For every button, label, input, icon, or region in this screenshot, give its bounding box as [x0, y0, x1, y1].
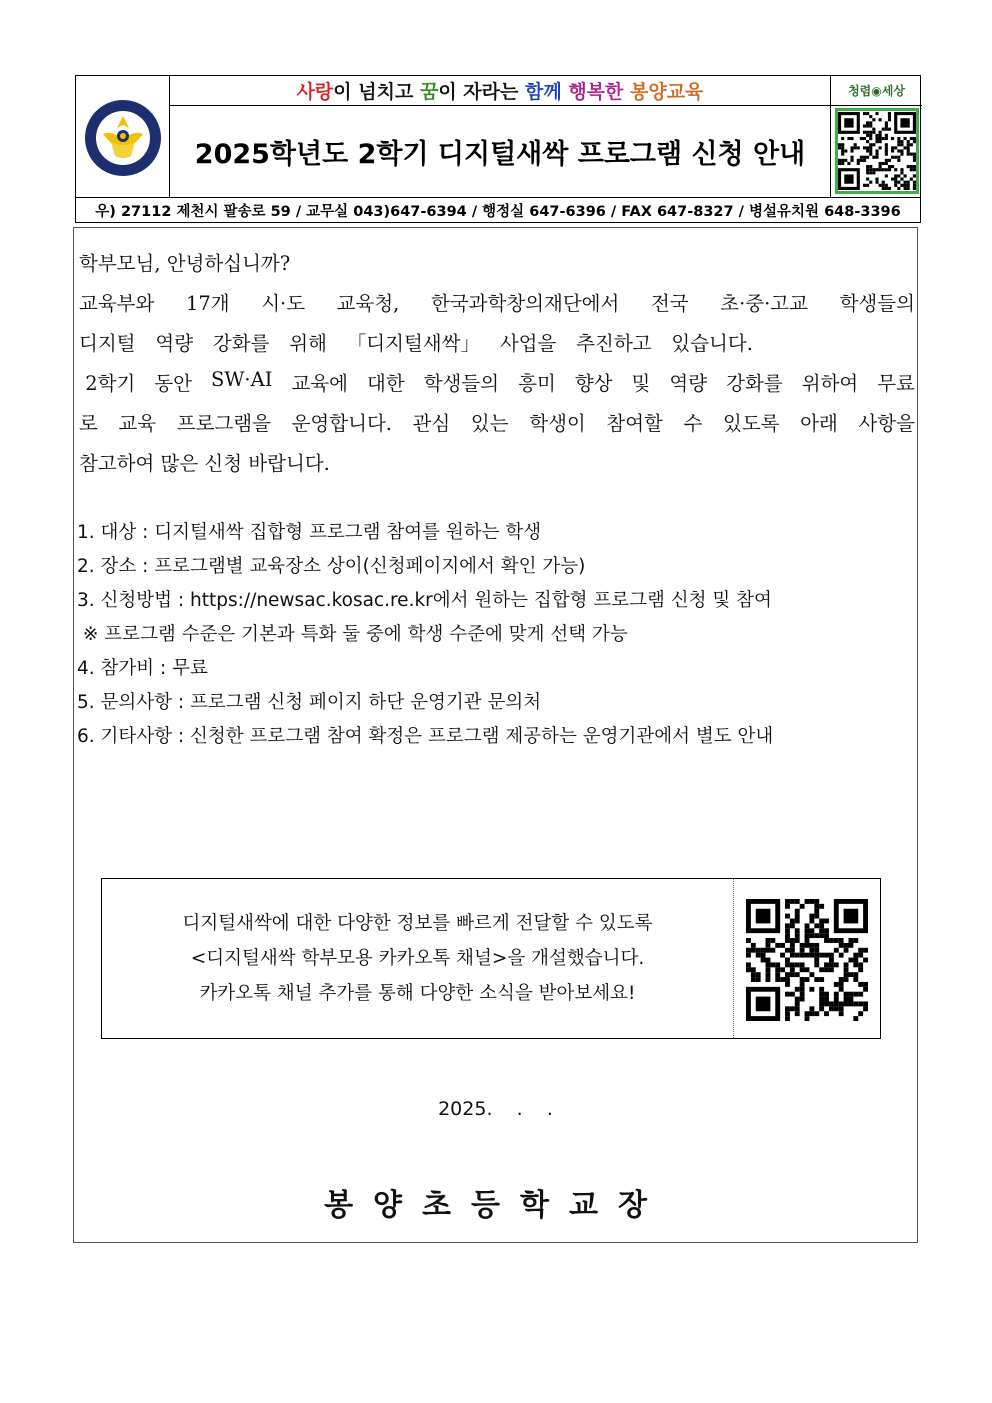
- word: 로: [79, 412, 98, 435]
- word: 있는: [470, 412, 509, 435]
- word: SW·AI: [211, 368, 273, 391]
- intro-line-3: [79, 368, 915, 396]
- slogan-part: 이 넘치고: [333, 81, 420, 103]
- principal-signature: 봉양초등학교장: [324, 1188, 667, 1223]
- word: 사항을: [858, 412, 915, 435]
- word: 교육부와: [79, 292, 155, 315]
- word: 강화를: [212, 332, 270, 355]
- notice-line: 카카오톡 채널 추가를 통해 다양한 소식을 받아보세요!: [199, 983, 636, 1004]
- word: 교육청,: [336, 292, 400, 315]
- word: 디지털: [79, 332, 136, 355]
- letterhead: [75, 75, 921, 223]
- notice-line: <디지털새싹 학부모용 카카오톡 채널>을 개설했습니다.: [190, 948, 645, 969]
- slogan-part: [562, 80, 569, 102]
- word: 수: [683, 412, 703, 435]
- word: 있도록: [722, 412, 780, 435]
- slogan-part: 사랑: [296, 81, 334, 103]
- word: 위해: [289, 332, 327, 355]
- word: 향상: [574, 372, 613, 395]
- word: 교육에: [291, 372, 348, 395]
- word: 아래: [800, 412, 838, 435]
- intro-line-5: 참고하여 많은 신청 바랍니다.: [79, 452, 330, 475]
- word: 위하여: [801, 372, 859, 395]
- word: 전국: [650, 292, 689, 315]
- list-item: 6. 기타사항 : 신청한 프로그램 참여 확정은 프로그램 제공하는 운영기관에서 별도 안내: [77, 726, 774, 747]
- word: 운영합니다.: [291, 412, 392, 435]
- slogan-part: 꿈: [419, 81, 439, 103]
- notice-line: 디지털새싹에 대한 다양한 정보를 빠르게 전달할 수 있도록: [182, 913, 653, 934]
- contact-info: 우) 27112 제천시 팔송로 59 / 교무실 043)647-6394 / 행정실 647-6396 / FAX 647-8327 / 병설유치원 648-3396: [76, 197, 920, 223]
- qr-code-icon[interactable]: [838, 111, 916, 191]
- list-note: ※ 프로그램 수준은 기본과 특화 둘 중에 학생 수준에 맞게 선택 가능: [77, 624, 628, 645]
- slogan-part: 봉양교육: [630, 81, 704, 103]
- word: 역량: [155, 332, 194, 355]
- qr-code-icon[interactable]: [746, 899, 868, 1021]
- slogan-part: 행복한: [568, 81, 624, 103]
- word: 시·도: [261, 292, 306, 315]
- school-logo-cell: [76, 76, 170, 197]
- word: 「디지털새싹」: [346, 332, 480, 355]
- word: 역량: [669, 372, 708, 395]
- word: 교육: [118, 412, 157, 435]
- header-qr-cell: [830, 106, 922, 197]
- kakao-qr-code[interactable]: [746, 899, 868, 1025]
- integrity-brand: 청렴◉세상: [830, 76, 922, 106]
- intro-line-1: [79, 288, 915, 316]
- word: 대한: [367, 372, 405, 395]
- word: 프로그램을: [176, 412, 271, 435]
- intro-line-2: [79, 328, 753, 356]
- document-title: 2025학년도 2학기 디지털새싹 프로그램 신청 안내: [194, 139, 806, 170]
- word: 학생들의: [423, 372, 500, 395]
- word: 학생이: [529, 412, 586, 435]
- word: 사업을: [499, 332, 557, 355]
- word: 초·중·고교: [720, 292, 808, 315]
- slogan-part: [623, 80, 630, 102]
- word: 추진하고: [576, 332, 652, 355]
- header-qr-frame: [835, 108, 919, 194]
- word: 참여할: [606, 412, 663, 435]
- slogan-part: 함께: [524, 81, 562, 103]
- word: 학생들의: [839, 292, 915, 315]
- list-item: 5. 문의사항 : 프로그램 신청 페이지 하단 운영기관 문의처: [77, 692, 542, 713]
- word: 동안: [154, 372, 192, 395]
- issue-date: 2025. . .: [438, 1098, 553, 1120]
- slogan: [170, 76, 830, 106]
- list-item: 3. 신청방법 : https://newsac.kosac.re.kr에서 원하는 집합형 프로그램 신청 및 참여: [77, 590, 772, 611]
- word: 흥미: [518, 372, 556, 395]
- greeting: 학부모님, 안녕하십니까?: [79, 252, 291, 275]
- word: 강화를: [726, 372, 783, 395]
- slogan-part: 이 자라는: [438, 81, 525, 103]
- word: 및: [631, 372, 651, 395]
- word: 무료: [877, 372, 915, 395]
- list-item: 2. 장소 : 프로그램별 교육장소 상이(신청페이지에서 확인 가능): [77, 556, 586, 577]
- word: 관심: [412, 412, 451, 435]
- list-item: 1. 대상 : 디지털새싹 집합형 프로그램 참여를 원하는 학생: [77, 522, 542, 543]
- word: 한국과학창의재단에서: [430, 292, 620, 315]
- word: 17개: [185, 292, 230, 315]
- school-emblem-icon: [83, 98, 163, 178]
- notice-text: [102, 879, 734, 1038]
- intro-line-4: [79, 408, 915, 436]
- word: 있습니다.: [671, 332, 753, 355]
- kakao-channel-notice: [101, 878, 881, 1039]
- list-item: 4. 참가비 : 무료: [77, 658, 208, 679]
- word: 2학기: [79, 372, 136, 395]
- letter-body: [73, 227, 918, 1243]
